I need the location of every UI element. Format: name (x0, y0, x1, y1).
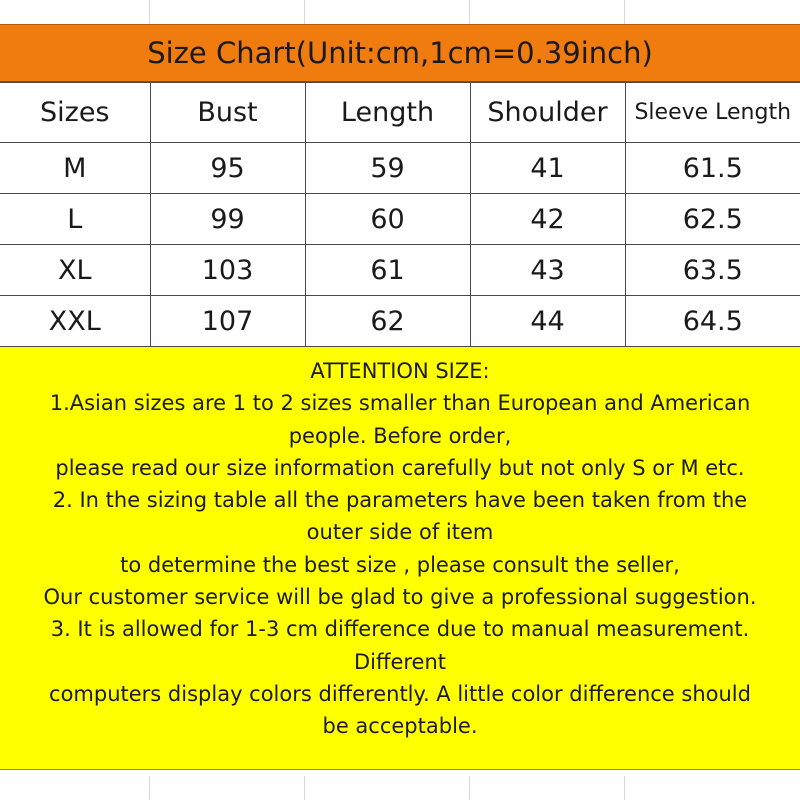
size-table (0, 82, 800, 347)
attention-line: 2. In the sizing table all the parameters have been taken from the (52, 488, 748, 513)
header-shoulder: Shoulder (470, 83, 625, 143)
table-row (0, 194, 800, 245)
cell-shoulder: 42 (470, 194, 625, 245)
header-sizes: Sizes (0, 83, 150, 143)
header-sleeve-length: Sleeve Length (625, 83, 800, 143)
grid-line (624, 776, 625, 800)
cell-shoulder: 43 (470, 245, 625, 296)
table-row (0, 143, 800, 194)
grid-line (304, 0, 305, 24)
chart-title: Size Chart(Unit:cm,1cm=0.39inch) (0, 24, 800, 82)
attention-line: computers display colors differently. A little color difference should (49, 681, 751, 706)
cell-sleeve-length: 61.5 (625, 143, 800, 194)
table-row (0, 296, 800, 347)
cell-size: XL (0, 245, 150, 296)
grid-line (469, 0, 470, 24)
attention-heading: ATTENTION SIZE: (310, 359, 490, 383)
cell-length: 61 (305, 245, 470, 296)
attention-line: Our customer service will be glad to give a professional suggestion. (43, 585, 757, 610)
cell-bust: 107 (150, 296, 305, 347)
cell-length: 59 (305, 143, 470, 194)
cell-size: L (0, 194, 150, 245)
attention-line: people. Before order, (288, 423, 512, 448)
attention-line: outer side of item (306, 520, 494, 545)
cell-bust: 95 (150, 143, 305, 194)
cell-size: XXL (0, 296, 150, 347)
cell-bust: 103 (150, 245, 305, 296)
header-bust: Bust (150, 83, 305, 143)
cell-sleeve-length: 63.5 (625, 245, 800, 296)
grid-line (149, 776, 150, 800)
attention-notice (0, 346, 800, 770)
cell-bust: 99 (150, 194, 305, 245)
attention-line: Different (353, 649, 447, 674)
cell-length: 62 (305, 296, 470, 347)
grid-line (304, 776, 305, 800)
cell-length: 60 (305, 194, 470, 245)
grid-line (469, 776, 470, 800)
attention-line: please read our size information carefully but not only S or M etc. (55, 455, 745, 480)
grid-line (149, 0, 150, 24)
cell-size: M (0, 143, 150, 194)
attention-line: be acceptable. (322, 714, 478, 739)
cell-shoulder: 41 (470, 143, 625, 194)
cell-sleeve-length: 62.5 (625, 194, 800, 245)
grid-line (624, 0, 625, 24)
header-length: Length (305, 83, 470, 143)
attention-line: 1.Asian sizes are 1 to 2 sizes smaller than European and American (49, 391, 751, 416)
attention-line: 3. It is allowed for 1-3 cm difference due to manual measurement. (50, 617, 750, 642)
table-header-row (0, 83, 800, 143)
cell-shoulder: 44 (470, 296, 625, 347)
cell-sleeve-length: 64.5 (625, 296, 800, 347)
attention-line: to determine the best size , please consult the seller, (120, 552, 680, 577)
table-row (0, 245, 800, 296)
